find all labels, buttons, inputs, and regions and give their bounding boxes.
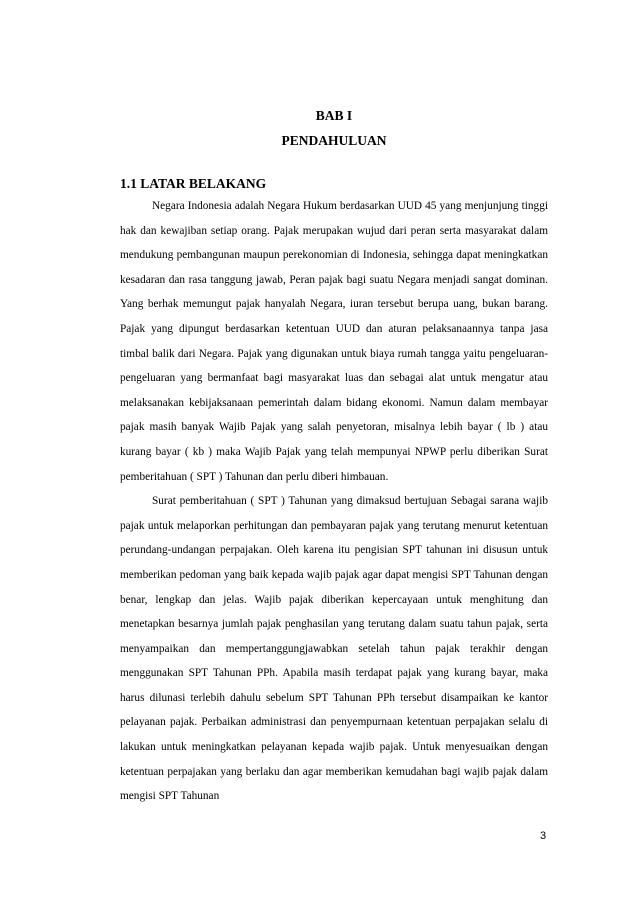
body-text: [120, 194, 548, 809]
paragraph: Negara Indonesia adalah Negara Hukum berdasarkan UUD 45 yang menjunjung tinggi hak dan kewajiban setiap orang. Pajak merupakan wujud dari peran serta masyarakat dalam mendukung pembangunan maupun perekonomian di Indonesia, sehingga dapat meningkatkan kesadaran dan rasa tanggung jawab, Peran pajak bagi suatu Negara menjadi sangat dominan. Yang berhak memungut pajak hanyalah Negara, iuran tersebut berupa uang, bukan barang. Pajak yang dipungut berdasarkan ketentuan UUD dan aturan pelaksanaannya tanpa jasa timbal balik dari Negara. Pajak yang digunakan untuk biaya rumah tangga yaitu pengeluaran-pengeluaran yang bermanfaat bagi masyarakat luas dan sebagai alat untuk mengatur atau melaksanakan kebijaksanaan pemerintah dalam bidang ekonomi. Namun dalam membayar pajak masih banyak Wajib Pajak yang salah penyetoran, misalnya lebih bayar ( lb ) atau kurang bayar ( kb ) maka Wajib Pajak yang telah mempunyai NPWP perlu diberikan Surat pemberitahuan ( SPT ) Tahunan dan perlu diberi himbauan.: [120, 200, 548, 483]
chapter-number: BAB I: [315, 108, 353, 123]
paragraph: Surat pemberitahuan ( SPT ) Tahunan yang dimaksud bertujuan Sebagai sarana wajib pajak untuk melaporkan perhitungan dan pembayaran pajak yang terutang menurut ketentuan perundang-undangan perpajakan. Oleh karena itu pengisian SPT tahunan ini disusun untuk memberikan pedoman yang baik kepada wajib pajak agar dapat mengisi SPT Tahunan dengan benar, lengkap dan jelas. Wajib pajak diberikan kepercayaan untuk menghitung dan menetapkan besarnya jumlah pajak penghasilan yang terutang dalam suatu tahun pajak, serta menyampaikan dan mempertanggungjawabkan setelah tahun pajak terakhir dengan menggunakan SPT Tahunan PPh. Apabila masih terdapat pajak yang kurang bayar, maka harus dilunasi terlebih dahulu sebelum SPT Tahunan PPh tersebut disampaikan ke kantor pelayanan pajak. Perbaikan administrasi dan penyempurnaan ketentuan perpajakan selalu di lakukan untuk meningkatkan pelayanan kepada wajib pajak. Untuk menyesuaikan dengan ketentuan perpajakan yang berlaku dan agar memberikan kemudahan bagi wajib pajak dalam mengisi SPT Tahunan: [120, 495, 548, 803]
section-heading: 1.1 LATAR BELAKANG: [120, 176, 267, 191]
page-number: 3: [540, 830, 547, 842]
chapter-title: PENDAHULUAN: [281, 133, 387, 148]
